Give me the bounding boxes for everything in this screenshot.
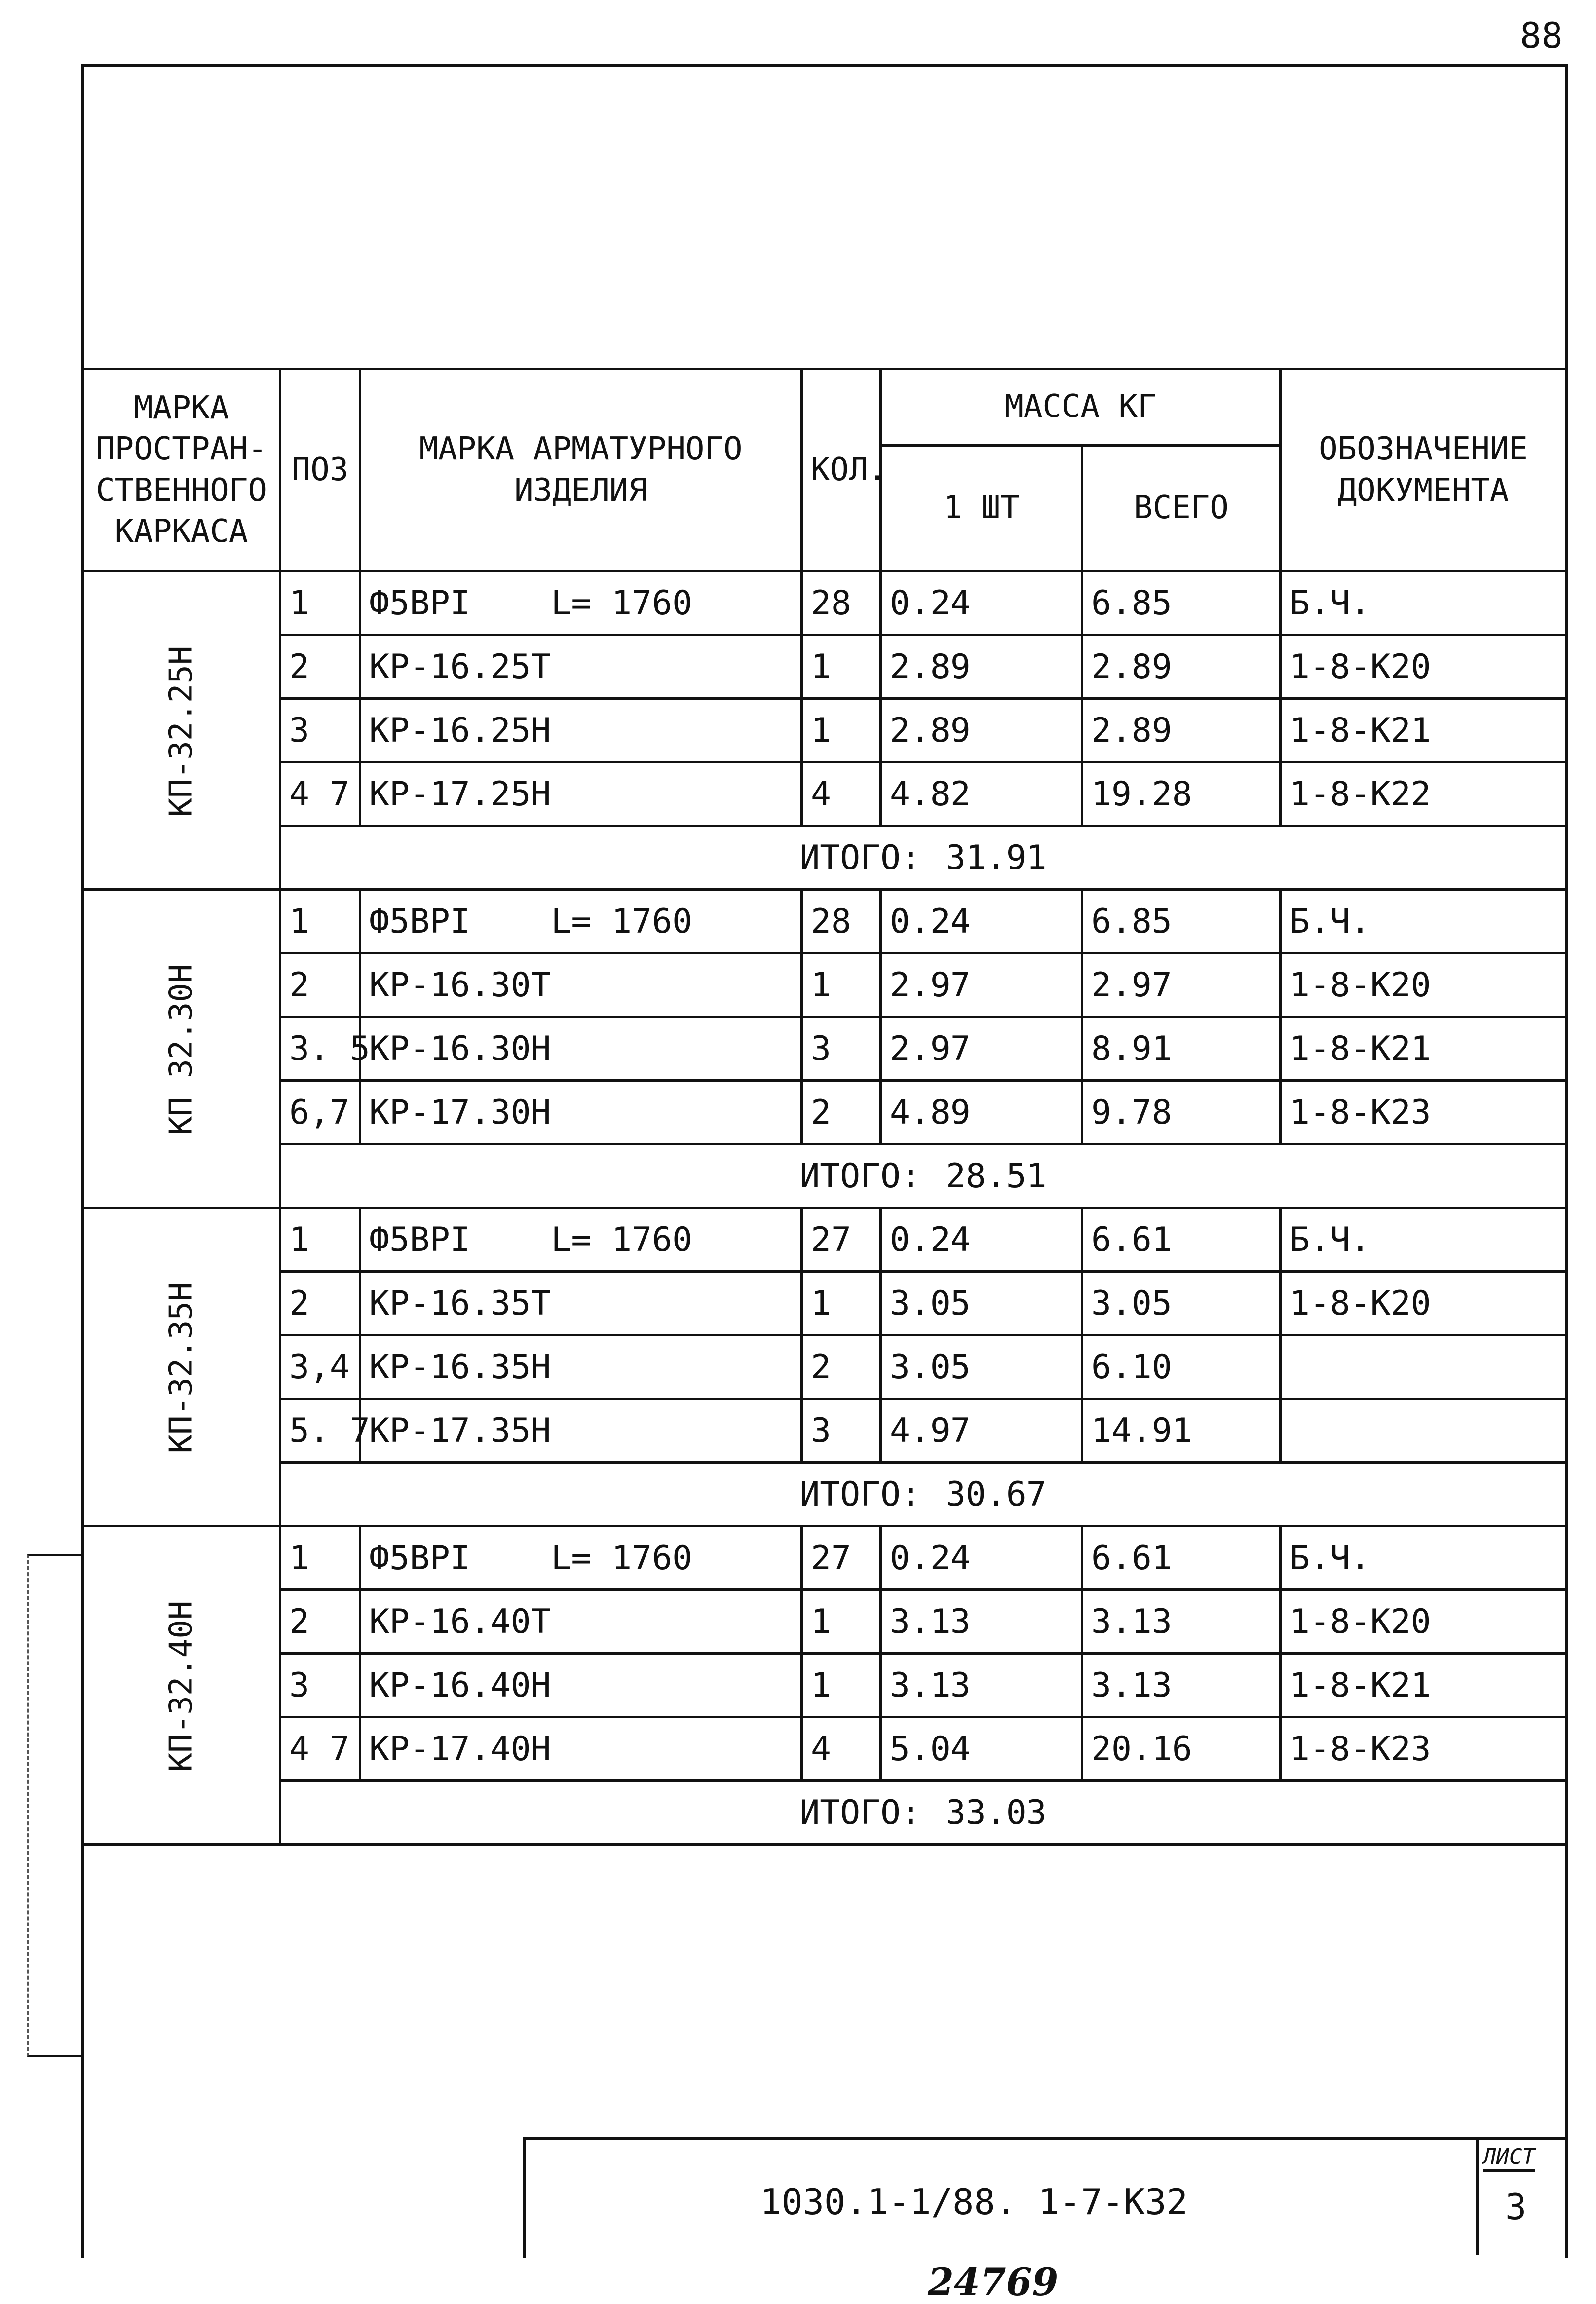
pos-cell: 1 bbox=[280, 890, 360, 953]
total-cell bbox=[280, 1463, 1566, 1526]
pos-cell: 1 bbox=[280, 571, 360, 635]
mass-total-cell: 6.61 bbox=[1082, 1208, 1281, 1272]
mass-total-cell: 8.91 bbox=[1082, 1017, 1281, 1081]
handwritten-number: 24769 bbox=[928, 2260, 1059, 2304]
qty-cell: 1 bbox=[802, 699, 881, 762]
mass-total-cell: 6.85 bbox=[1082, 571, 1281, 635]
header-mass-one: 1 ШТ bbox=[881, 446, 1082, 571]
header-document: ОБОЗНАЧЕНИЕ ДОКУМЕНТА bbox=[1281, 369, 1566, 571]
qty-cell: 1 bbox=[802, 1272, 881, 1335]
document-cell: Б.Ч. bbox=[1281, 890, 1566, 953]
page-corner-number: 88 bbox=[1520, 15, 1563, 56]
document-cell: Б.Ч. bbox=[1281, 571, 1566, 635]
qty-cell: 1 bbox=[802, 1590, 881, 1654]
qty-cell: 3 bbox=[802, 1017, 881, 1081]
total-cell bbox=[280, 1781, 1566, 1845]
document-cell: 1-8-К20 bbox=[1281, 1272, 1566, 1335]
total-value: 28.51 bbox=[945, 1156, 1047, 1196]
mass-total-cell: 3.13 bbox=[1082, 1654, 1281, 1717]
table-row bbox=[83, 762, 1566, 826]
item-mark-cell: КР-16.40Н bbox=[360, 1654, 802, 1717]
qty-cell: 4 bbox=[802, 762, 881, 826]
total-value: 31.91 bbox=[945, 838, 1047, 877]
item-mark-cell: КР-16.30Н bbox=[360, 1017, 802, 1081]
qty-cell: 1 bbox=[802, 953, 881, 1017]
sheet-label: ЛИСТ bbox=[1483, 2144, 1535, 2172]
item-mark-cell: КР-17.40Н bbox=[360, 1717, 802, 1781]
header-frame-mark: МАРКА ПРОСТРАН-СТВЕННОГО КАРКАСА bbox=[83, 369, 280, 571]
qty-cell: 2 bbox=[802, 1081, 881, 1144]
item-mark-cell: КР-16.25Н bbox=[360, 699, 802, 762]
item-mark-cell: КР-16.35Н bbox=[360, 1335, 802, 1399]
frame-mark: КП 32.30Н bbox=[163, 964, 200, 1135]
document-cell bbox=[1281, 1335, 1566, 1399]
table-row bbox=[83, 699, 1566, 762]
mass-total-cell: 2.97 bbox=[1082, 953, 1281, 1017]
table-row bbox=[83, 1590, 1566, 1654]
specification-table bbox=[81, 368, 1567, 1846]
mass-total-cell: 6.61 bbox=[1082, 1526, 1281, 1590]
header-pos: ПОЗ bbox=[280, 369, 360, 571]
document-cell: 1-8-К23 bbox=[1281, 1717, 1566, 1781]
mass-one-cell: 2.97 bbox=[881, 1017, 1082, 1081]
mass-one-cell: 2.89 bbox=[881, 699, 1082, 762]
mass-total-cell: 14.91 bbox=[1082, 1399, 1281, 1463]
document-cell: 1-8-К20 bbox=[1281, 1590, 1566, 1654]
frame-mark: КП-32.25Н bbox=[163, 645, 200, 817]
document-cell: 1-8-К22 bbox=[1281, 762, 1566, 826]
frame-mark-cell bbox=[83, 571, 280, 890]
mass-one-cell: 0.24 bbox=[881, 571, 1082, 635]
table-row bbox=[83, 1335, 1566, 1399]
document-cell: 1-8-К21 bbox=[1281, 699, 1566, 762]
mass-one-cell: 0.24 bbox=[881, 1526, 1082, 1590]
document-cell: 1-8-К21 bbox=[1281, 1654, 1566, 1717]
item-mark-cell: КР-17.30Н bbox=[360, 1081, 802, 1144]
document-cell: Б.Ч. bbox=[1281, 1208, 1566, 1272]
document-cell: 1-8-К20 bbox=[1281, 953, 1566, 1017]
pos-cell: 3 bbox=[280, 699, 360, 762]
table-row bbox=[83, 1208, 1566, 1272]
pos-cell: 2 bbox=[280, 1272, 360, 1335]
frame-mark: КП-32.35Н bbox=[163, 1282, 200, 1453]
table-row bbox=[83, 1081, 1566, 1144]
total-row bbox=[83, 1144, 1566, 1208]
mass-total-cell: 20.16 bbox=[1082, 1717, 1281, 1781]
mass-one-cell: 0.24 bbox=[881, 1208, 1082, 1272]
header-mass: МАССА КГ bbox=[881, 369, 1281, 446]
table-row bbox=[83, 1654, 1566, 1717]
frame-mark-cell bbox=[83, 1526, 280, 1845]
frame-mark-cell bbox=[83, 1208, 280, 1526]
table-row bbox=[83, 1399, 1566, 1463]
frame-mark-cell bbox=[83, 890, 280, 1208]
header-item-mark: МАРКА АРМАТУРНОГО ИЗДЕЛИЯ bbox=[360, 369, 802, 571]
table-row bbox=[83, 1526, 1566, 1590]
document-code: 1030.1-1/88. 1-7-К32 bbox=[760, 2181, 1188, 2223]
pos-cell: 3. 5 bbox=[280, 1017, 360, 1081]
pos-cell: 2 bbox=[280, 635, 360, 699]
total-value: 33.03 bbox=[945, 1793, 1047, 1832]
mass-total-cell: 3.05 bbox=[1082, 1272, 1281, 1335]
qty-cell: 4 bbox=[802, 1717, 881, 1781]
left-binding-margin bbox=[27, 1554, 83, 2057]
mass-one-cell: 4.97 bbox=[881, 1399, 1082, 1463]
frame-mark: КП-32.40Н bbox=[163, 1600, 200, 1772]
total-label: ИТОГО: bbox=[799, 1474, 921, 1514]
document-cell: 1-8-К21 bbox=[1281, 1017, 1566, 1081]
pos-cell: 3,4 bbox=[280, 1335, 360, 1399]
qty-cell: 28 bbox=[802, 571, 881, 635]
qty-cell: 1 bbox=[802, 635, 881, 699]
header-row bbox=[83, 369, 1566, 446]
total-row bbox=[83, 826, 1566, 890]
mass-total-cell: 2.89 bbox=[1082, 699, 1281, 762]
item-mark-cell: Ф5ВРI L= 1760 bbox=[360, 1526, 802, 1590]
table-row bbox=[83, 571, 1566, 635]
pos-cell: 6,7 bbox=[280, 1081, 360, 1144]
mass-total-cell: 6.10 bbox=[1082, 1335, 1281, 1399]
pos-cell: 1 bbox=[280, 1526, 360, 1590]
mass-one-cell: 2.89 bbox=[881, 635, 1082, 699]
mass-one-cell: 2.97 bbox=[881, 953, 1082, 1017]
mass-one-cell: 3.05 bbox=[881, 1272, 1082, 1335]
pos-cell: 4 7 bbox=[280, 1717, 360, 1781]
mass-one-cell: 4.82 bbox=[881, 762, 1082, 826]
mass-total-cell: 6.85 bbox=[1082, 890, 1281, 953]
mass-one-cell: 4.89 bbox=[881, 1081, 1082, 1144]
mass-one-cell: 5.04 bbox=[881, 1717, 1082, 1781]
header-qty: КОЛ. bbox=[802, 369, 881, 571]
total-label: ИТОГО: bbox=[799, 838, 921, 877]
item-mark-cell: КР-16.25Т bbox=[360, 635, 802, 699]
mass-total-cell: 2.89 bbox=[1082, 635, 1281, 699]
item-mark-cell: КР-16.35Т bbox=[360, 1272, 802, 1335]
table-row bbox=[83, 890, 1566, 953]
total-row bbox=[83, 1463, 1566, 1526]
item-mark-cell: КР-16.40Т bbox=[360, 1590, 802, 1654]
qty-cell: 1 bbox=[802, 1654, 881, 1717]
sheet-number: 3 bbox=[1505, 2186, 1527, 2228]
qty-cell: 28 bbox=[802, 890, 881, 953]
mass-one-cell: 3.13 bbox=[881, 1590, 1082, 1654]
item-mark-cell: КР-17.25Н bbox=[360, 762, 802, 826]
item-mark-cell: Ф5ВРI L= 1760 bbox=[360, 1208, 802, 1272]
qty-cell: 3 bbox=[802, 1399, 881, 1463]
total-label: ИТОГО: bbox=[799, 1156, 921, 1196]
qty-cell: 2 bbox=[802, 1335, 881, 1399]
pos-cell: 3 bbox=[280, 1654, 360, 1717]
table-row bbox=[83, 1272, 1566, 1335]
header-mass-total: ВСЕГО bbox=[1082, 446, 1281, 571]
document-cell: 1-8-К20 bbox=[1281, 635, 1566, 699]
pos-cell: 5. 7 bbox=[280, 1399, 360, 1463]
mass-total-cell: 19.28 bbox=[1082, 762, 1281, 826]
mass-one-cell: 3.05 bbox=[881, 1335, 1082, 1399]
total-cell bbox=[280, 1144, 1566, 1208]
table-row bbox=[83, 1717, 1566, 1781]
item-mark-cell: КР-16.30Т bbox=[360, 953, 802, 1017]
item-mark-cell: Ф5ВРI L= 1760 bbox=[360, 571, 802, 635]
mass-total-cell: 3.13 bbox=[1082, 1590, 1281, 1654]
specification-body bbox=[83, 571, 1566, 1845]
item-mark-cell: Ф5ВРI L= 1760 bbox=[360, 890, 802, 953]
table-row bbox=[83, 1017, 1566, 1081]
mass-one-cell: 0.24 bbox=[881, 890, 1082, 953]
document-cell: Б.Ч. bbox=[1281, 1526, 1566, 1590]
mass-total-cell: 9.78 bbox=[1082, 1081, 1281, 1144]
total-value: 30.67 bbox=[945, 1474, 1047, 1514]
total-cell bbox=[280, 826, 1566, 890]
pos-cell: 2 bbox=[280, 1590, 360, 1654]
mass-one-cell: 3.13 bbox=[881, 1654, 1082, 1717]
pos-cell: 2 bbox=[280, 953, 360, 1017]
qty-cell: 27 bbox=[802, 1526, 881, 1590]
pos-cell: 1 bbox=[280, 1208, 360, 1272]
item-mark-cell: КР-17.35Н bbox=[360, 1399, 802, 1463]
table-row bbox=[83, 635, 1566, 699]
total-row bbox=[83, 1781, 1566, 1845]
document-cell bbox=[1281, 1399, 1566, 1463]
total-label: ИТОГО: bbox=[799, 1793, 921, 1832]
qty-cell: 27 bbox=[802, 1208, 881, 1272]
table-row bbox=[83, 953, 1566, 1017]
document-cell: 1-8-К23 bbox=[1281, 1081, 1566, 1144]
pos-cell: 4 7 bbox=[280, 762, 360, 826]
